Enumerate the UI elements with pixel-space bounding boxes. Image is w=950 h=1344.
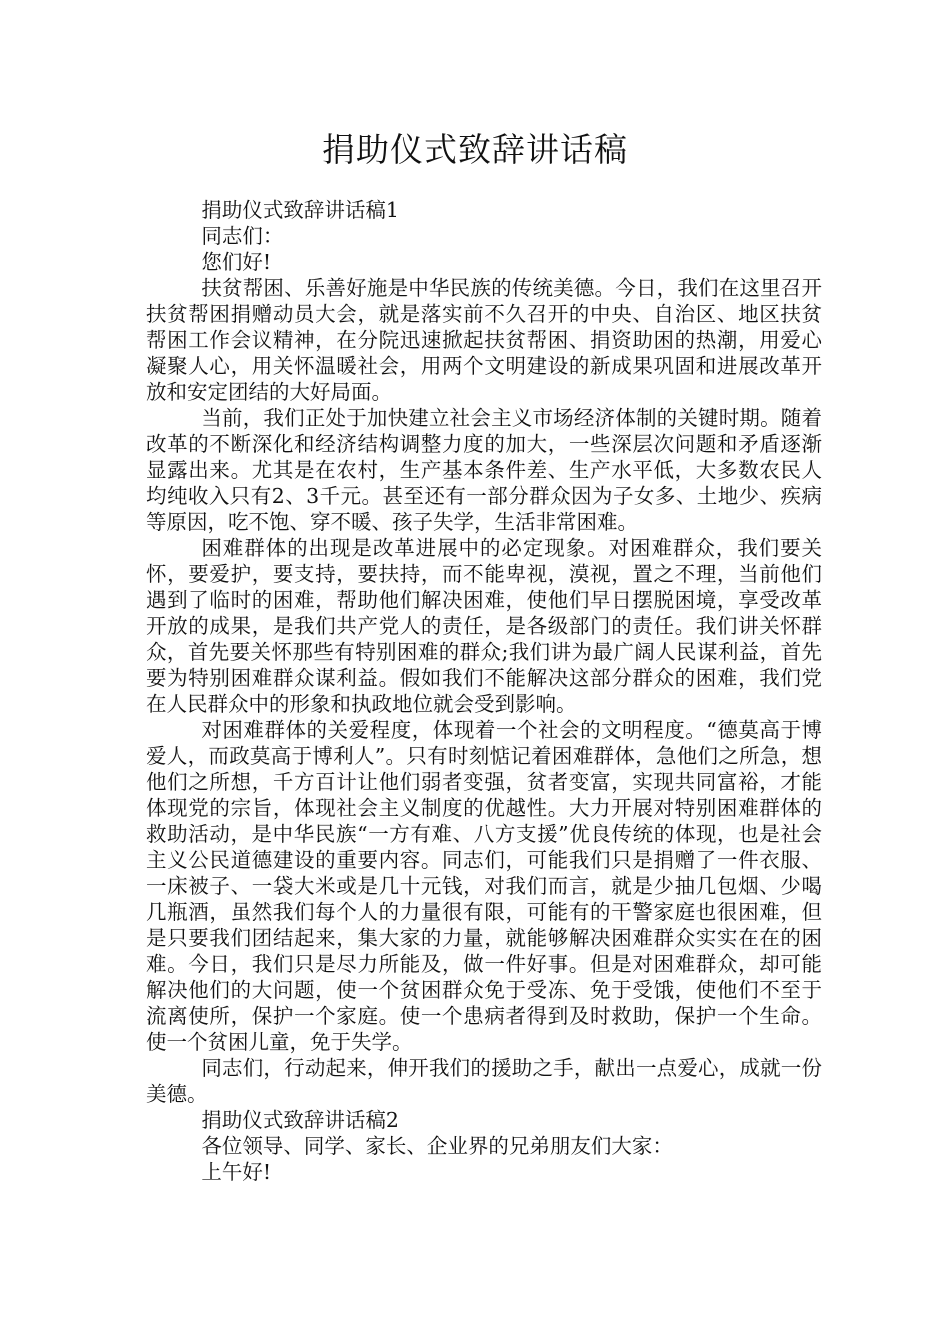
paragraph-body: 困难群体的出现是改革进展中的必定现象。对困难群众，我们要关怀，要爱护，要支持，要扶持，而不能卑视，漠视，置之不理，当前他们遇到了临时的困难，帮助他们解决困难，使他们早日摆脱困境，享受改革开放的成果，是我们共产党人的责任，是各级部门的责任。我们讲关怀群众，首先要关怀那些有特别困难的群众;我们讲为最广阔人民谋利益，首先要为特别困难群众谋利益。假如我们不能解决这部分群众的困难，我们党在人民群众中的形象和执政地位就会受到影响。: [146, 536, 822, 716]
paragraph-salutation-2: 各位领导、同学、家长、企业界的兄弟朋友们大家：: [201, 1134, 673, 1158]
paragraph-greeting-2: 上午好!: [201, 1160, 272, 1184]
paragraph-subtitle-1: 捐助仪式致辞讲话稿1: [201, 198, 399, 222]
paragraph-closing: 同志们，行动起来，伸开我们的援助之手，献出一点爱心，成就一份美德。: [146, 1056, 822, 1106]
paragraph-body: 扶贫帮困、乐善好施是中华民族的传统美德。今日，我们在这里召开扶贫帮困捐赠动员大会，就是落实前不久召开的中央、自治区、地区扶贫帮困工作会议精神，在分院迅速掀起扶贫帮困、捐资助困的热潮，用爱心凝聚人心，用关怀温暖社会，用两个文明建设的新成果巩固和进展改革开放和安定团结的大好局面。: [146, 276, 822, 404]
paragraph-greeting: 您们好!: [201, 250, 272, 274]
paragraph-subtitle-2: 捐助仪式致辞讲话稿2: [201, 1108, 399, 1132]
paragraph-salutation: 同志们：: [201, 224, 284, 248]
paragraph-body: 当前，我们正处于加快建立社会主义市场经济体制的关键时期。随着改革的不断深化和经济结构调整力度的加大，一些深层次问题和矛盾逐渐显露出来。尤其是在农村，生产基本条件差、生产水平低，大多数农民人均纯收入只有2、3千元。甚至还有一部分群众因为子女多、土地少、疾病等原因，吃不饱、穿不暖、孩子失学，生活非常困难。: [146, 406, 822, 534]
document-body: [146, 197, 822, 1185]
document-title: 捐助仪式致辞讲话稿: [322, 130, 628, 169]
paragraph-body: 对困难群体的关爱程度，体现着一个社会的文明程度。“德莫高于博爱人，而政莫高于博利人”。只有时刻惦记着困难群体，急他们之所急，想他们之所想，千方百计让他们弱者变强，贫者变富，实现共同富裕，才能体现党的宗旨，体现社会主义制度的优越性。大力开展对特别困难群体的救助活动，是中华民族“一方有难、八方支援”优良传统的体现，也是社会主义公民道德建设的重要内容。同志们，可能我们只是捐赠了一件衣服、一床被子、一袋大米或是几十元钱，对我们而言，就是少抽几包烟、少喝几瓶酒，虽然我们每个人的力量很有限，可能有的干警家庭也很困难，但是只要我们团结起来，集大家的力量，就能够解决困难群众实实在在的困难。今日，我们只是尽力所能及，做一件好事。但是对困难群众，却可能解决他们的大问题，使一个贫困群众免于受冻、免于受饿，使他们不至于流离使所，保护一个家庭。使一个患病者得到及时救助，保护一个生命。使一个贫困儿童，免于失学。: [146, 718, 822, 1054]
